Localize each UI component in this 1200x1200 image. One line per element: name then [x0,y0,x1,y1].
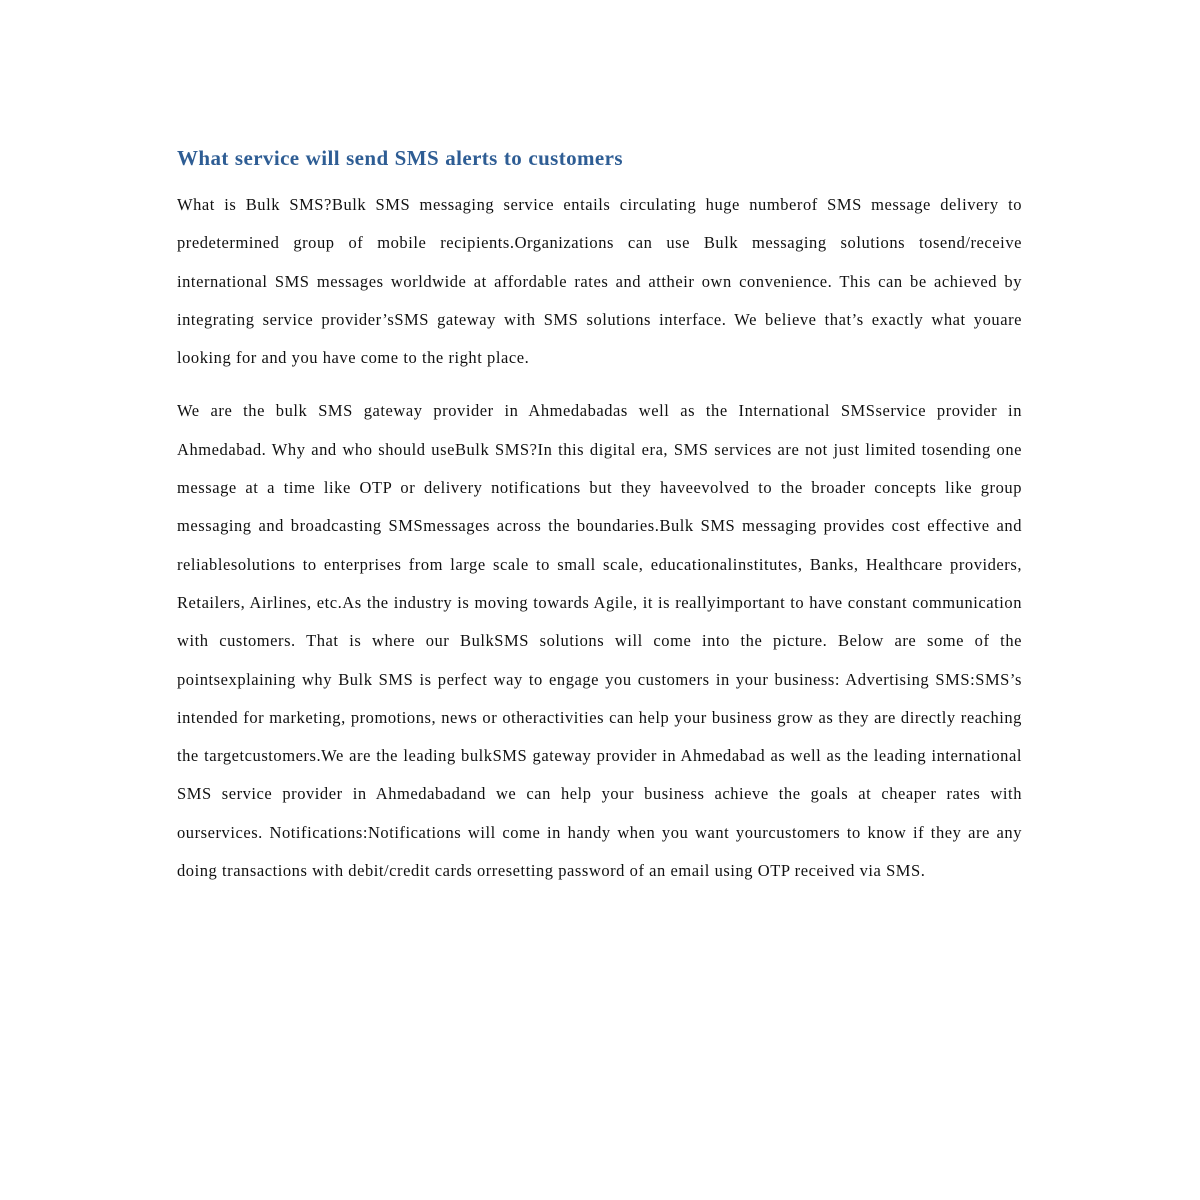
paragraph-bulk-sms-intro: What is Bulk SMS?Bulk SMS messaging service entails circulating huge numberof SMS message delivery to predetermined group of mobile recipients.Organizations can use Bulk messaging solutions tosend/receive international SMS messages worldwide at affordable rates and attheir own convenience. This can be achieved by integrating service provider’sSMS gateway with SMS solutions interface. We believe that’s exactly what youare looking for and you have come to the right place. [177,195,1022,368]
document-body [177,142,1022,890]
paragraph-gateway-provider: We are the bulk SMS gateway provider in Ahmedabadas well as the International SMSservice provider in Ahmedabad. Why and who should useBulk SMS?In this digital era, SMS services are not just limited tosending one message at a time like OTP or delivery notifications but they haveevolved to the broader concepts like group messaging and broadcasting SMSmessages across the boundaries.Bulk SMS messaging provides cost effective and reliablesolutions to enterprises from large scale to small scale, educationalinstitutes, Banks, Healthcare providers, Retailers, Airlines, etc.As the industry is moving towards Agile, it is reallyimportant to have constant communication with customers. That is where our BulkSMS solutions will come into the picture. Below are some of the pointsexplaining why Bulk SMS is perfect way to engage you customers in your business: Advertising SMS:SMS’s intended for marketing, promotions, news or otheractivities can help your business grow as they are directly reaching the targetcustomers.We are the leading bulkSMS gateway provider in Ahmedabad as well as the leading international SMS service provider in Ahmedabadand we can help your business achieve the goals at cheaper rates with ourservices. Notifications:Notifications will come in handy when you want yourcustomers to know if they are any doing transactions with debit/credit cards orresetting password of an email using OTP received via SMS. [177,401,1022,881]
document-title: What service will send SMS alerts to customers [177,146,623,170]
